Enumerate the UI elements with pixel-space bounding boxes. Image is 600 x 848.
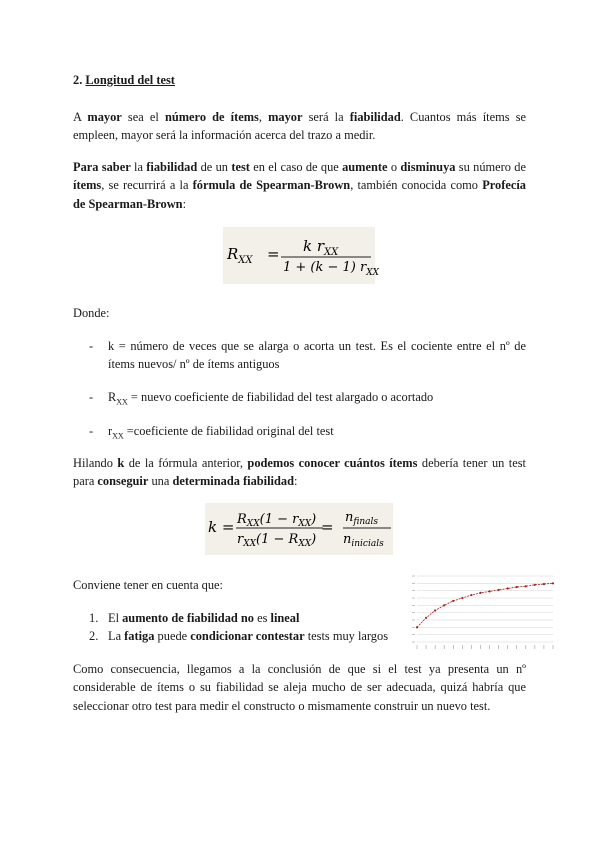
chart-point (552, 582, 554, 584)
note-item-1: 1. El aumento de fiabilidad no es lineal (89, 611, 300, 625)
chart-point (488, 590, 490, 592)
formula2-k: k = (208, 518, 235, 536)
chart-point (479, 592, 481, 594)
svg-text:RXX(1 − rXX): $R_{XX}(1 - r_{XX})$ (237, 512, 317, 529)
note-item-2: 2. La fatiga puede condicionar contestar tests muy largos (89, 629, 389, 644)
paragraph-conclusion: Como consecuencia, llegamos a la conclusión de que si el test ya presenta un nº considerable de ítems o su fiabilidad se aleja mucho de ser adecuada, quizá habría que seleccionar otro test para medir el constructo o mismamente construir un nuevo test. (73, 662, 526, 713)
definition-k: - k = número de veces que se alarga o acorta un test. Es el cociente entre el nº de ítems nuevos/ nº de ítems antiguos (89, 339, 526, 372)
notes-list (73, 609, 403, 646)
paragraph-hilando: Hilando k de la fórmula anterior, podemos conocer cuántos ítems debería tener un test para conseguir una determinada fiabilidad: (73, 456, 526, 489)
chart-point (534, 584, 536, 586)
label-donde: Donde: (73, 306, 110, 320)
section-number: 2. (73, 73, 83, 87)
chart-point (507, 587, 509, 589)
definitions-list (73, 337, 526, 442)
definition-Rxx: - $R_{XX}$ = nuevo coeficiente de fiabilidad del test alargado o acortado (89, 390, 434, 407)
chart-point (498, 589, 500, 591)
section-title: Longitud del test (85, 73, 175, 87)
chart-point (416, 626, 418, 628)
chart-point (525, 585, 527, 587)
chart-point (434, 609, 436, 611)
chart-point (461, 597, 463, 599)
chart-point (425, 617, 427, 619)
formula1-equals: = (267, 245, 280, 263)
chart-point (470, 594, 472, 596)
svg-text:nfinals: $n_{finals}$ (345, 510, 379, 527)
svg-text:RXX: $R_{XX}$ (227, 245, 253, 266)
chart-point (543, 583, 545, 585)
svg-text:ninicials: $n_{inicials}$ (343, 532, 384, 549)
formula-items-needed-svg (205, 503, 393, 555)
definition-rxx: - $r_{XX}$ =coeficiente de fiabilidad original del test (89, 424, 334, 441)
formula-spearman-brown (223, 227, 380, 284)
formula1-lhs: R (227, 245, 239, 263)
paragraph-spearman-brown: Para saber la fiabilidad de un test en el caso de que aumente o disminuya su número de ítems, se recurrirá a la fórmula de Spearman-Brown, también conocida como Profecía de Spearman-Brown: (73, 160, 527, 211)
formula1-denominator: 1 + (k − 1) r (283, 260, 367, 275)
svg-text:1 + (k − 1) rXX: 1 + (k − 1) $r_{XX}$ (283, 260, 380, 278)
svg-text:rXX(1 − RXX): $r_{XX}(1 - R_{XX})$ (237, 532, 317, 549)
formula-spearman-brown-svg (223, 227, 380, 284)
paragraph-intro: A mayor sea el número de ítems, mayor será la fiabilidad. Cuantos más ítems se empleen, mayor será la información acerca del trazo a medir. (73, 110, 527, 143)
chart-point (443, 604, 445, 606)
section-heading (73, 73, 175, 88)
paragraph-conviene: Conviene tener en cuenta que: (73, 578, 224, 592)
reliability-chart (405, 570, 557, 652)
formula2-equals: = (321, 518, 334, 536)
formula-items-needed (205, 503, 393, 555)
chart-point (516, 586, 518, 588)
svg-text:k rXX: k $r_{XX}$ (303, 237, 339, 258)
formula1-numerator: k r (303, 237, 325, 255)
chart-point (452, 600, 454, 602)
